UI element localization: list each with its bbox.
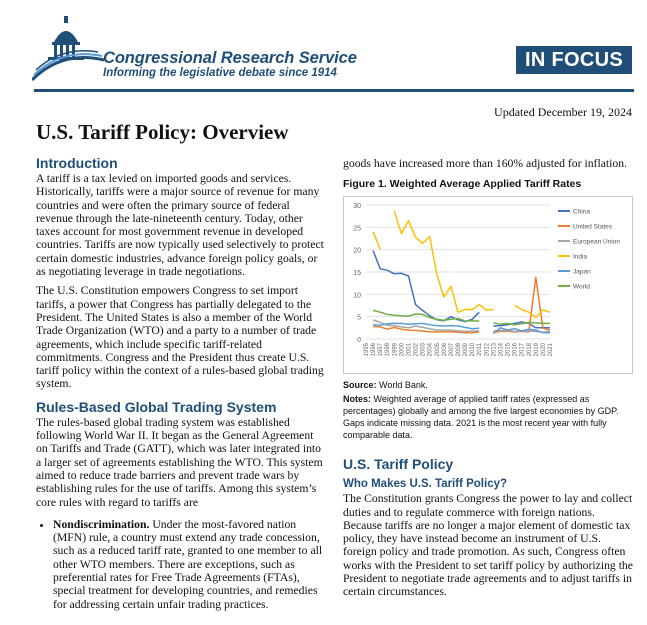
intro-paragraph-1: A tariff is a tax levied on imported goods and services. Historically, tariffs were a major source of revenue for many countries and were often the primary source of federal revenue through the late-nineteenth century. Today, other taxes account for most government revenue in developed countries. Tariffs are now typically used selectively to protect certain domestic industries, advance foreign policy goals, or as negotiating leverage in trade negotiations. — [36, 172, 324, 279]
x-tick-label: 2009 — [463, 343, 470, 357]
figure-source — [343, 379, 633, 391]
rules-bullet-list — [36, 518, 326, 611]
series-line-world — [493, 323, 550, 325]
legend-label: European Union — [573, 238, 620, 246]
x-tick-label: 2005 — [434, 343, 441, 357]
rules-paragraph: The rules-based global trading system was established following World War II. It began as the General Agreement on Tariffs and Trade (GATT), which was later integrated into a larger set of agreements establishing the WTO. This system aimed to reduce trade barriers and prevent trade wars by establishing rules for the use of tariffs. Among this system’s core rules with regard to tariffs are — [36, 415, 323, 509]
x-tick-label: 2014 — [498, 343, 505, 357]
x-tick-label: 2016 — [512, 343, 519, 357]
y-tick-label: 0 — [357, 337, 361, 345]
x-tick-label: 2020 — [540, 343, 547, 357]
legend-label: World — [573, 283, 590, 291]
in-focus-badge: IN FOCUS — [516, 46, 632, 74]
bullet-text: Under the most-favored nation (MFN) rule, a country must extend any trade concession, such as a reduced tariff rate, granted to one member to all other WTO members. There are exceptions, such as preferential rates for Free Trade Agreements (FTAs), special treatment for developing countries, and remedies for addressing certain unfair trading practices. — [53, 517, 323, 611]
notes-label: Notes: — [343, 394, 372, 405]
x-tick-label: 2000 — [399, 343, 406, 357]
legend-label: United States — [573, 223, 613, 231]
legend-label: China — [573, 208, 590, 216]
capitol-dome — [54, 31, 78, 42]
legend-label: Japan — [573, 268, 591, 276]
rules-heading: Rules-Based Global Trading System — [36, 398, 277, 415]
figure-notes — [343, 393, 633, 441]
y-tick-label: 25 — [353, 225, 361, 233]
y-tick-label: 5 — [357, 314, 361, 322]
dome-base — [52, 42, 80, 45]
x-tick-label: 2021 — [548, 343, 554, 357]
intro-paragraph-2: The U.S. Constitution empowers Congress to set import tariffs, a power that Congress has partially delegated to the President. The United States is also a member of the World Trade Organization (WTO) and a party to a number of trade agreements, which include specific tariff-related commitments. Congress and the President thus create U.S. tariff policy within the context of a rules-based global trading system. — [36, 284, 324, 391]
legend-label: India — [573, 253, 588, 261]
x-tick-label: 2004 — [427, 343, 434, 357]
dome-lantern — [64, 16, 68, 23]
x-tick-label: 2012 — [484, 343, 491, 357]
x-tick-label: 2019 — [533, 343, 540, 357]
x-tick-label: 1998 — [385, 343, 392, 357]
us-tariff-heading: U.S. Tariff Policy — [343, 456, 454, 473]
org-tagline: Informing the legislative debate since 1914 — [103, 67, 337, 79]
x-tick-label: 2003 — [420, 343, 427, 357]
x-tick-label: 2018 — [526, 343, 533, 357]
intro-heading: Introduction — [36, 155, 118, 171]
x-tick-label: 2002 — [413, 343, 420, 357]
series-line-india — [394, 212, 493, 313]
x-tick-label: 2011 — [477, 343, 484, 357]
page-title: U.S. Tariff Policy: Overview — [36, 120, 289, 144]
y-tick-label: 30 — [353, 203, 361, 211]
x-tick-label: 2010 — [470, 343, 477, 357]
header-rule — [34, 89, 634, 92]
crs-logo — [32, 14, 104, 84]
x-tick-label: 1999 — [392, 343, 399, 357]
right-column — [343, 157, 633, 605]
x-tick-label: 2007 — [448, 343, 455, 357]
series-line-india — [373, 232, 380, 249]
who-makes-paragraph: The Constitution grants Congress the power to lay and collect duties and to regulate commerce with foreign nations. Because tariffs are no longer a major element of domestic tax policy, they have instead become an instrument of U.S. foreign policy and trade promotion. As such, Congress often works with the President to set tariff policy by authorizing the President to negotiate trade agreements and to adjust tariffs in certain circumstances. — [343, 492, 633, 599]
source-label: Source: — [343, 380, 377, 391]
x-tick-label: 2006 — [441, 343, 448, 357]
x-tick-label: 1995 — [364, 343, 370, 357]
y-tick-label: 20 — [353, 247, 361, 255]
bullet-term: Nondiscrimination. — [53, 517, 150, 531]
list-item — [53, 518, 326, 611]
who-makes-heading: Who Makes U.S. Tariff Policy? — [343, 478, 508, 491]
y-tick-label: 15 — [353, 270, 361, 278]
x-tick-label: 2001 — [406, 343, 413, 357]
x-tick-label: 2017 — [519, 343, 526, 357]
chart-container — [343, 196, 633, 374]
org-name: Congressional Research Service — [103, 49, 357, 67]
continued-paragraph: goods have increased more than 160% adjusted for inflation. — [343, 157, 627, 170]
source-text: World Bank. — [376, 380, 428, 391]
notes-text: Weighted average of applied tariff rates (expressed as percentages) globally and among the five largest economies by GDP. Gaps indicate missing data. 2021 is the most recent year with fully comparable data. — [343, 394, 619, 441]
left-column — [36, 155, 326, 611]
x-tick-label: 2015 — [505, 343, 512, 357]
tariff-line-chart — [344, 197, 632, 373]
x-tick-label: 2008 — [456, 343, 462, 357]
series-line-world — [373, 311, 479, 322]
x-tick-label: 1997 — [378, 343, 385, 357]
y-tick-label: 10 — [353, 292, 361, 300]
x-tick-label: 2013 — [491, 343, 498, 357]
x-tick-label: 1996 — [371, 343, 378, 357]
updated-date: Updated December 19, 2024 — [494, 105, 632, 119]
figure-title: Figure 1. Weighted Average Applied Tariff Rates — [343, 178, 582, 191]
